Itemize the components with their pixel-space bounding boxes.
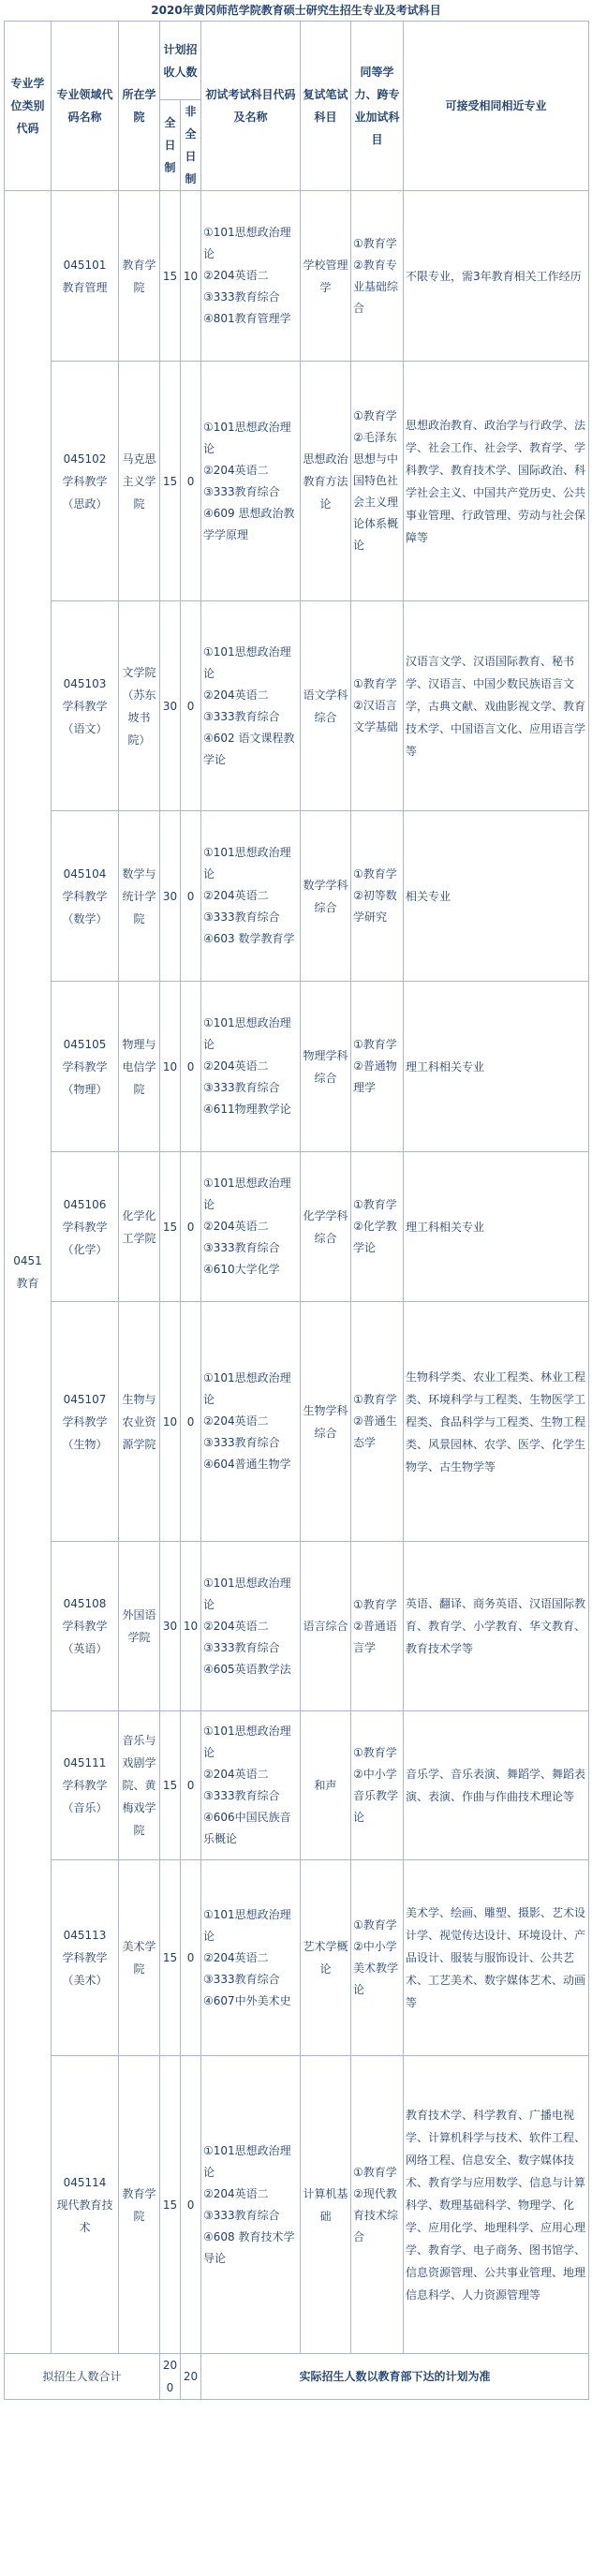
exam-subject: ①101思想政治理论 — [203, 226, 291, 260]
exam-subject: ①101思想政治理论 — [203, 644, 291, 680]
extra-subject: ①教育学 — [353, 236, 397, 250]
exam-cell — [201, 1152, 301, 1302]
exam-subject: ②204英语二 — [203, 1059, 269, 1073]
extra-subject: ②中小学美术教学论 — [353, 1940, 399, 1996]
exam-subject: ①101思想政治理论 — [203, 420, 291, 455]
extra-subject: ①教育学 — [353, 1038, 397, 1051]
exam-subject: ④604普通生物学 — [203, 1458, 291, 1471]
table-row — [5, 1860, 589, 2056]
extra-subject: ②教育专业基础综合 — [353, 258, 399, 315]
exam-subject: ③333教育综合 — [203, 484, 280, 498]
header-retest: 复试笔试科目 — [301, 22, 351, 191]
fulltime-cell: 10 — [160, 982, 181, 1152]
fulltime-cell: 15 — [160, 362, 181, 601]
exam-cell — [201, 811, 301, 982]
table-row — [5, 982, 589, 1152]
field-cell — [52, 601, 119, 811]
related-cell: 美术学、绘画、雕塑、摄影、艺术设计学、视觉传达设计、环境设计、产品设计、服装与服饰设计、公共艺术、工艺美术、数字媒体艺术、动画等 — [404, 1860, 589, 2056]
table-footer-row — [5, 2354, 589, 2400]
extra-subject: ②汉语言文学基础 — [353, 699, 399, 733]
extra-cell — [351, 1542, 404, 1711]
field-name: 教育管理 — [62, 280, 108, 294]
page-title: 2020年黄冈师范学院教育硕士研究生招生专业及考试科目 — [151, 4, 441, 17]
field-name: 现代教育技术 — [56, 2198, 113, 2234]
parttime-cell: 0 — [181, 601, 201, 811]
header-plan: 计划招收人数 — [160, 22, 201, 100]
field-name: 学科教学（数学） — [62, 889, 108, 925]
field-cell — [52, 982, 119, 1152]
field-name: 学科教学（音乐） — [62, 1779, 108, 1814]
exam-subject: ②204英语二 — [203, 1950, 269, 1964]
college-cell: 马克思主义学院 — [119, 362, 160, 601]
parttime-cell: 0 — [181, 1711, 201, 1860]
college-cell: 物理与电信学院 — [119, 982, 160, 1152]
field-cell — [52, 362, 119, 601]
exam-subject: ②204英语二 — [203, 889, 269, 902]
exam-subject: ①101思想政治理论 — [203, 2143, 291, 2179]
exam-cell — [201, 2056, 301, 2354]
extra-subject: ②现代教育技术综合 — [353, 2186, 399, 2243]
extra-subject: ②初等数学研究 — [353, 889, 397, 924]
extra-cell — [351, 191, 404, 362]
header-fulltime: 全日制 — [160, 100, 181, 191]
exam-subject: ①101思想政治理论 — [203, 1725, 291, 1759]
table-row — [5, 1302, 589, 1542]
field-name: 学科教学（生物） — [62, 1414, 108, 1451]
extra-subject: ①教育学 — [353, 1198, 397, 1211]
parttime-cell: 0 — [181, 1860, 201, 2056]
field-code: 045103 — [63, 676, 107, 690]
field-code: 045114 — [63, 2175, 107, 2189]
footer-fulltime-total: 200 — [160, 2354, 181, 2400]
field-code: 045104 — [63, 866, 107, 881]
parttime-cell: 0 — [181, 811, 201, 982]
exam-subject: ②204英语二 — [203, 1619, 269, 1633]
fulltime-cell: 30 — [160, 811, 181, 982]
related-cell: 音乐学、音乐表演、舞蹈学、舞蹈表演、表演、作曲与作曲技术理论等 — [404, 1711, 589, 1860]
table-row — [5, 191, 589, 362]
extra-subject: ②普通语言学 — [353, 1619, 397, 1654]
extra-cell — [351, 362, 404, 601]
exam-subject: ④801教育管理学 — [203, 312, 291, 325]
footer-parttime-total: 20 — [181, 2354, 201, 2400]
header-college: 所在学院 — [119, 22, 160, 191]
exam-subject: ③333教育综合 — [203, 910, 280, 924]
related-cell: 生物科学类、农业工程类、林业工程类、环境科学与工程类、生物医学工程类、食品科学与工程类、生物工程类、风景园林、农学、医学、化学生物学、古生物学等 — [404, 1302, 589, 1542]
related-cell: 理工科相关专业 — [404, 982, 589, 1152]
extra-subject: ②普通物理学 — [353, 1059, 397, 1094]
retest-cell: 语文学科综合 — [301, 601, 351, 811]
parttime-cell: 0 — [181, 982, 201, 1152]
exam-subject: ②204英语二 — [203, 1414, 269, 1428]
related-cell: 相关专业 — [404, 811, 589, 982]
exam-subject: ②204英语二 — [203, 688, 269, 702]
table-row — [5, 1711, 589, 1860]
exam-subject: ②204英语二 — [203, 1768, 269, 1781]
footer-note: 实际招生人数以教育部下达的计划为准 — [201, 2354, 589, 2400]
exam-subject: ②204英语二 — [203, 2186, 269, 2200]
extra-cell — [351, 1711, 404, 1860]
exam-cell — [201, 1302, 301, 1542]
field-code: 045102 — [63, 452, 107, 466]
fulltime-cell: 15 — [160, 191, 181, 362]
extra-cell — [351, 1860, 404, 2056]
fulltime-cell: 10 — [160, 1302, 181, 1542]
field-code: 045107 — [63, 1392, 107, 1406]
related-cell: 教育技术学、科学教育、广播电视学、计算机科学与技术、软件工程、网络工程、信息安全、数字媒体技术、教育学与应用数学、信息与计算科学、数理基础科学、物理学、化学、应用化学、地理科学、应用心理学、教育学、电子商务、图书馆学、信息资源管理、公共事业管理、地理信息科学、人力资源管理等 — [404, 2056, 589, 2354]
exam-subject: ④609 思想政治教学学原理 — [203, 506, 295, 541]
fulltime-cell: 15 — [160, 1152, 181, 1302]
admissions-table — [4, 21, 589, 2400]
category-code-cell: 0451 教育 — [5, 191, 52, 2354]
exam-subject: ①101思想政治理论 — [203, 1371, 291, 1406]
extra-cell — [351, 1302, 404, 1542]
field-name: 学科教学（物理） — [62, 1059, 108, 1096]
extra-cell — [351, 601, 404, 811]
field-code: 045101 — [63, 258, 107, 272]
table-row — [5, 362, 589, 601]
retest-cell: 思想政治教育方法论 — [301, 362, 351, 601]
extra-subject: ①教育学 — [353, 1746, 397, 1759]
fulltime-cell: 15 — [160, 1711, 181, 1860]
header-category: 专业学位类别代码 — [5, 22, 52, 191]
header-related: 可接受相同相近专业 — [404, 22, 589, 191]
field-cell — [52, 811, 119, 982]
field-code: 045105 — [63, 1037, 107, 1051]
related-cell: 英语、翻译、商务英语、汉语国际教育、教育学、小学教育、华文教育、教育技术学等 — [404, 1542, 589, 1711]
college-cell: 生物与农业资源学院 — [119, 1302, 160, 1542]
parttime-cell: 0 — [181, 1152, 201, 1302]
field-name: 学科教学（思政） — [62, 474, 108, 511]
retest-cell: 生物学科综合 — [301, 1302, 351, 1542]
exam-subject: ④607中外美术史 — [203, 1993, 291, 2007]
exam-cell — [201, 362, 301, 601]
retest-cell: 物理学科综合 — [301, 982, 351, 1152]
retest-cell: 艺术学概论 — [301, 1860, 351, 2056]
footer-label: 拟招生人数合计 — [5, 2354, 160, 2400]
field-cell — [52, 1711, 119, 1860]
exam-subject: ④605英语教学法 — [203, 1662, 291, 1676]
field-cell — [52, 1542, 119, 1711]
exam-subject: ③333教育综合 — [203, 1436, 280, 1449]
retest-cell: 数学学科综合 — [301, 811, 351, 982]
exam-cell — [201, 1860, 301, 2056]
parttime-cell: 0 — [181, 362, 201, 601]
field-code: 045108 — [63, 1597, 107, 1610]
college-cell: 外国语学院 — [119, 1542, 160, 1711]
exam-cell — [201, 1542, 301, 1711]
header-extra: 同等学力、跨专业加试科目 — [351, 22, 404, 191]
parttime-cell: 10 — [181, 191, 201, 362]
exam-subject: ③333教育综合 — [203, 1972, 280, 1986]
field-code: 045106 — [63, 1197, 107, 1211]
college-cell: 数学与统计学院 — [119, 811, 160, 982]
field-name: 学科教学（化学） — [62, 1220, 108, 1256]
field-cell — [52, 1302, 119, 1542]
field-cell — [52, 2056, 119, 2354]
retest-cell: 化学学科综合 — [301, 1152, 351, 1302]
table-row — [5, 1542, 589, 1711]
exam-subject: ④603 数学教育学 — [203, 932, 295, 945]
related-cell: 汉语言文学、汉语国际教育、秘书学、汉语言、中国少数民族语言文学，古典文献、戏曲影视文学、教育技术学、中国语言文化、应用语言学等 — [404, 601, 589, 811]
exam-subject: ④608 教育技术学导论 — [203, 2229, 295, 2265]
extra-cell — [351, 2056, 404, 2354]
extra-cell — [351, 982, 404, 1152]
extra-subject: ①教育学 — [353, 409, 397, 422]
extra-cell — [351, 811, 404, 982]
parttime-cell: 10 — [181, 1542, 201, 1711]
exam-subject: ③333教育综合 — [203, 709, 280, 723]
exam-subject: ②204英语二 — [203, 269, 269, 282]
table-row — [5, 601, 589, 811]
parttime-cell: 0 — [181, 1302, 201, 1542]
extra-subject: ①教育学 — [353, 1597, 397, 1611]
table-row — [5, 1152, 589, 1302]
field-name: 学科教学（美术） — [62, 1951, 108, 1987]
college-cell: 教育学院 — [119, 191, 160, 362]
exam-cell — [201, 982, 301, 1152]
retest-cell: 和声 — [301, 1711, 351, 1860]
college-cell: 教育学院 — [119, 2056, 160, 2354]
exam-subject: ②204英语二 — [203, 463, 269, 477]
header-exam: 初试考试科目代码及名称 — [201, 22, 301, 191]
exam-subject: ④602 语文课程教学论 — [203, 731, 295, 766]
field-name: 学科教学（英语） — [62, 1620, 108, 1655]
extra-subject: ①教育学 — [353, 867, 397, 881]
field-cell — [52, 1152, 119, 1302]
exam-subject: ④611物理教学论 — [203, 1103, 291, 1116]
field-name: 学科教学（语文） — [62, 699, 108, 735]
related-cell: 理工科相关专业 — [404, 1152, 589, 1302]
exam-subject: ②204英语二 — [203, 1220, 269, 1233]
field-cell — [52, 191, 119, 362]
college-cell: 化学化工学院 — [119, 1152, 160, 1302]
fulltime-cell: 30 — [160, 601, 181, 811]
retest-cell: 计算机基础 — [301, 2056, 351, 2354]
extra-subject: ①教育学 — [353, 2165, 397, 2179]
exam-cell — [201, 1711, 301, 1860]
college-cell: 美术学院 — [119, 1860, 160, 2056]
exam-subject: ③333教育综合 — [203, 2208, 280, 2222]
related-cell: 不限专业，需3年教育相关工作经历 — [404, 191, 589, 362]
extra-subject: ②普通生态学 — [353, 1414, 397, 1449]
exam-subject: ①101思想政治理论 — [203, 1907, 291, 1943]
extra-cell — [351, 1152, 404, 1302]
retest-cell: 语言综合 — [301, 1542, 351, 1711]
college-cell: 音乐与戏剧学院、黄梅戏学院 — [119, 1711, 160, 1860]
exam-subject: ①101思想政治理论 — [203, 1177, 291, 1211]
table-row — [5, 811, 589, 982]
header-field: 专业领域代码名称 — [52, 22, 119, 191]
extra-subject: ①教育学 — [353, 677, 397, 690]
parttime-cell: 0 — [181, 2056, 201, 2354]
fulltime-cell: 15 — [160, 2056, 181, 2354]
exam-subject: ③333教育综合 — [203, 1081, 280, 1094]
exam-subject: ④606中国民族音乐概论 — [203, 1811, 291, 1845]
exam-cell — [201, 601, 301, 811]
extra-subject: ②化学教学论 — [353, 1220, 397, 1254]
exam-subject: ①101思想政治理论 — [203, 1576, 291, 1611]
exam-subject: ①101思想政治理论 — [203, 846, 291, 881]
extra-subject: ②毛泽东思想与中国特色社会主义理论体系概论 — [353, 431, 399, 552]
related-cell: 思想政治教育、政治学与行政学、法学、社会工作、社会学、教育学、学科教学、教育技术学、国际政治、科学社会主义、中国共产党历史、公共事业管理、行政管理、劳动与社会保障等 — [404, 362, 589, 601]
exam-cell — [201, 191, 301, 362]
exam-subject: ①101思想政治理论 — [203, 1016, 291, 1051]
field-code: 045113 — [63, 1929, 107, 1942]
exam-subject: ③333教育综合 — [203, 1789, 280, 1802]
header-parttime: 非全日制 — [181, 100, 201, 191]
field-code: 045111 — [63, 1756, 107, 1769]
field-cell — [52, 1860, 119, 2056]
extra-subject: ②中小学音乐教学论 — [353, 1768, 399, 1824]
exam-subject: ③333教育综合 — [203, 290, 280, 303]
fulltime-cell: 15 — [160, 1860, 181, 2056]
exam-subject: ③333教育综合 — [203, 1241, 280, 1254]
exam-subject: ④610大学化学 — [203, 1263, 280, 1276]
exam-subject: ③333教育综合 — [203, 1640, 280, 1654]
extra-subject: ①教育学 — [353, 1393, 397, 1406]
fulltime-cell: 30 — [160, 1542, 181, 1711]
extra-subject: ①教育学 — [353, 1918, 397, 1932]
retest-cell: 学校管理学 — [301, 191, 351, 362]
college-cell: 文学院（苏东坡书院） — [119, 601, 160, 811]
table-row — [5, 2056, 589, 2354]
